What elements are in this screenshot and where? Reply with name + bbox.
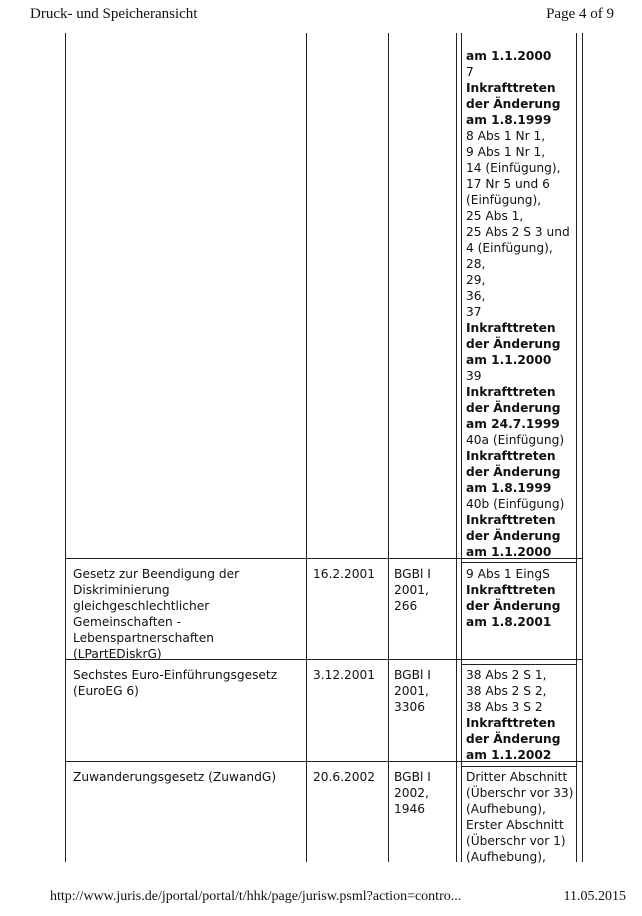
provision-line: 38 Abs 2 S 1, <box>466 668 547 682</box>
provision-line: 39 <box>466 369 482 383</box>
effective-date-line: am 1.8.2001 <box>466 615 552 629</box>
provision-line: Dritter Abschnitt <box>466 770 568 784</box>
cell-line: gleichgeschlechtlicher <box>73 599 210 613</box>
effective-date-line: der Änderung <box>466 401 561 415</box>
cell-line: Zuwanderungsgesetz (ZuwandG) <box>73 770 277 784</box>
effective-date-line: Inkrafttreten <box>466 321 556 335</box>
effective-date-line: der Änderung <box>466 465 561 479</box>
page-number: Page 4 of 9 <box>546 6 614 22</box>
table-divider-date-source <box>388 33 389 862</box>
provision-line: 38 Abs 3 S 2 <box>466 700 543 714</box>
source-url: http://www.juris.de/jportal/portal/t/hhk/page/jurisw.psml?action=contro... <box>50 889 462 904</box>
provision-line: (Aufhebung), <box>466 850 546 864</box>
cell-line: (EuroEG 6) <box>73 684 139 698</box>
cell-line: BGBl I <box>394 668 431 682</box>
provision-line: 38 Abs 2 S 2, <box>466 684 547 698</box>
row-separator-inner <box>461 766 577 767</box>
effective-date-line: Inkrafttreten <box>466 716 556 730</box>
table-border-left <box>65 33 66 862</box>
source-cell <box>394 566 431 614</box>
effective-date-line: am 24.7.1999 <box>466 417 560 431</box>
effective-date-line: der Änderung <box>466 599 561 613</box>
provision-line: 28, <box>466 257 486 271</box>
law-name-cell <box>73 566 239 662</box>
effective-date-line: am 1.1.2000 <box>466 49 552 63</box>
row-separator-inner <box>461 562 577 563</box>
page-header <box>30 6 614 26</box>
changes-cell <box>466 566 560 630</box>
source-cell <box>394 667 431 715</box>
effective-date-line: Inkrafttreten <box>466 583 556 597</box>
cell-line: 2002, <box>394 786 429 800</box>
effective-date-line: Inkrafttreten <box>466 449 556 463</box>
cell-line: BGBl I <box>394 567 431 581</box>
table-border-right <box>582 33 583 862</box>
cell-line: 2001, <box>394 583 429 597</box>
provision-line: (Überschr vor 1) <box>466 834 566 848</box>
effective-date-line: am 1.1.2000 <box>466 353 552 367</box>
date-cell: 20.6.2002 <box>313 770 376 784</box>
cell-line: Diskriminierung <box>73 583 170 597</box>
row-separator-inner <box>461 664 577 665</box>
table-divider-law-date <box>306 33 307 862</box>
law-name-cell <box>73 667 277 699</box>
provision-line: 29, <box>466 273 486 287</box>
provision-line: 4 (Einfügung), <box>466 241 553 255</box>
provision-line: 17 Nr 5 und 6 <box>466 177 550 191</box>
table-divider-source-changes <box>456 33 457 862</box>
changes-continuation-cell <box>466 48 570 560</box>
effective-date-line: am 1.1.2002 <box>466 748 552 762</box>
law-name-cell <box>73 769 276 785</box>
effective-date-line: am 1.1.2000 <box>466 545 552 559</box>
changes-cell-inner-right <box>576 33 577 862</box>
print-date: 11.05.2015 <box>563 889 626 904</box>
changes-cell <box>466 769 573 865</box>
date-cell: 3.12.2001 <box>313 668 376 682</box>
cell-line: 2001, <box>394 684 429 698</box>
effective-date-line: der Änderung <box>466 337 561 351</box>
provision-line: 25 Abs 2 S 3 und <box>466 225 570 239</box>
cell-line: 1946 <box>394 802 426 816</box>
provision-line: 7 <box>466 65 474 79</box>
provision-line: 40b (Einfügung) <box>466 497 565 511</box>
provision-line: 25 Abs 1, <box>466 209 524 223</box>
cell-line: Gemeinschaften - <box>73 615 182 629</box>
provision-line: (Überschr vor 33) <box>466 786 574 800</box>
date-cell: 16.2.2001 <box>313 567 376 581</box>
provision-line: 8 Abs 1 Nr 1, <box>466 129 546 143</box>
effective-date-line: am 1.8.1999 <box>466 113 552 127</box>
provision-line: 40a (Einfügung) <box>466 433 565 447</box>
provision-line: Erster Abschnitt <box>466 818 564 832</box>
provision-line: (Einfügung), <box>466 193 542 207</box>
print-view-title: Druck- und Speicheransicht <box>30 6 198 22</box>
effective-date-line: der Änderung <box>466 732 561 746</box>
effective-date-line: Inkrafttreten <box>466 81 556 95</box>
cell-line: Lebenspartnerschaften <box>73 631 214 645</box>
changes-cell <box>466 667 560 763</box>
cell-line: (LPartEDiskrG) <box>73 647 162 661</box>
effective-date-line: am 1.8.1999 <box>466 481 552 495</box>
effective-date-line: der Änderung <box>466 529 561 543</box>
provision-line: 36, <box>466 289 486 303</box>
provision-line: 9 Abs 1 EingS <box>466 567 550 581</box>
effective-date-line: Inkrafttreten <box>466 513 556 527</box>
cell-line: 3306 <box>394 700 426 714</box>
page-footer <box>50 889 626 909</box>
provision-line: (Aufhebung), <box>466 802 546 816</box>
provision-line: 14 (Einfügung), <box>466 161 561 175</box>
provision-line: 37 <box>466 305 482 319</box>
changes-cell-inner-left <box>461 33 462 862</box>
cell-line: BGBl I <box>394 770 431 784</box>
effective-date-line: der Änderung <box>466 97 561 111</box>
provision-line: 9 Abs 1 Nr 1, <box>466 145 546 159</box>
source-cell <box>394 769 431 817</box>
cell-line: Sechstes Euro-Einführungsgesetz <box>73 668 278 682</box>
effective-date-line: Inkrafttreten <box>466 385 556 399</box>
cell-line: Gesetz zur Beendigung der <box>73 567 240 581</box>
cell-line: 266 <box>394 599 418 613</box>
